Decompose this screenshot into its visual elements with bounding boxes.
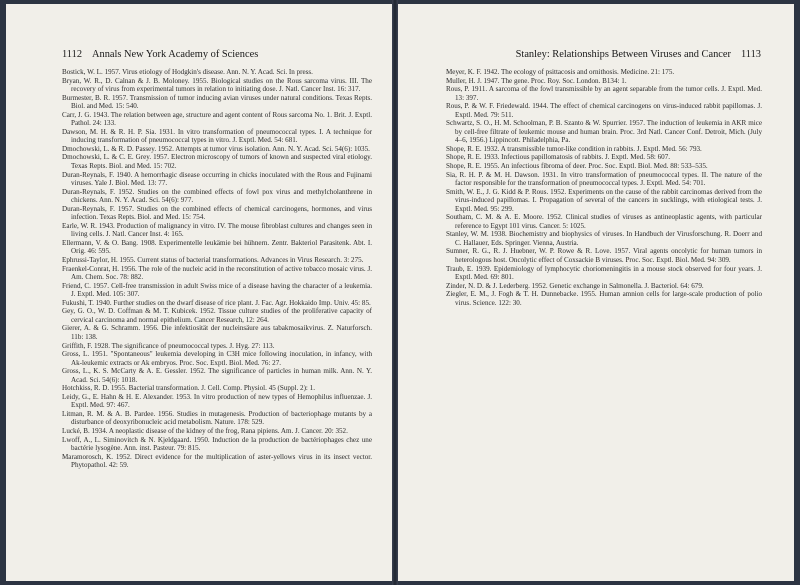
reference-entry: Smith, W. E., J. G. Kidd & P. Rous. 1952. Experiments on the cause of the rabbit carcinomas derived from the virus-induced papillomas. I. Propagation of several of the cancers in sucklings, with etiological tests. J. Exptl. Med. 95: 299. bbox=[446, 187, 762, 213]
right-page bbox=[398, 4, 794, 581]
left-page-number: 1112 bbox=[62, 49, 83, 60]
reference-entry: Fukushi, T. 1940. Further studies on the dwarf disease of rice plant. J. Fac. Agr. Hokkaido Imp. Univ. 45: 85. bbox=[62, 298, 371, 307]
reference-entry: Duran-Reynals, F. 1940. A hemorrhagic disease occurring in chicks inoculated with the Rous and Fujinami viruses. Yale J. Biol. Med. 13: 77. bbox=[62, 170, 372, 188]
reference-entry: Gierer, A. & G. Schramm. 1956. Die infektiosität der nucleinsäure aus tabakmosaikvirus. Z. Naturforsch. 11b: 138. bbox=[62, 324, 372, 341]
reference-entry: Carr, J. G. 1943. The relation between age, structure and agent content of Rous sarcoma No. 1. Brit. J. Exptl. Pathol. 24: 133. bbox=[62, 110, 372, 128]
reference-entry: Muller, H. J. 1947. The gene. Proc. Roy. Soc. London. B134: 1. bbox=[446, 76, 627, 85]
reference-entry: Litman, R. M. & A. B. Pardee. 1956. Studies in mutagenesis. Production of bacteriophage mutants by a disturbance of deoxyribonucleic acid metabolism. Nature. 178: 529. bbox=[62, 409, 372, 427]
reference-entry: Meyer, K. F. 1942. The ecology of psittacosis and ornithosis. Medicine. 21: 175. bbox=[446, 68, 675, 76]
reference-entry: Earle, W. R. 1943. Production of malignancy in vitro. IV. The mouse fibroblast cultures and changes seen in living cells. J. Natl. Cancer Inst. 4: 165. bbox=[62, 221, 372, 239]
reference-entry: Ziegler, E. M., J. Fogh & T. H. Dunnebacke. 1955. Human amnion cells for large-scale production of polio virus. Science. 122: 30. bbox=[446, 290, 762, 307]
reference-entry: Dmochowski, L. & C. E. Grey. 1957. Electron microscopy of tumors of known and suspected viral etiology. Texas Repts. Biol. and Med. 15: 702. bbox=[62, 153, 372, 171]
reference-entry: Sumner, R. G., R. J. Huebner, W. P. Rowe & R. Love. 1957. Viral agents oncolytic for human tumors in heterologous host. Oncolytic effect of Coxsackie B viruses. Proc. Soc. Exptl. Biol. Med. 94: 309. bbox=[446, 247, 762, 265]
reference-entry: Shope, R. E. 1933. Infectious papillomatosis of rabbits. J. Exptl. Med. 58: 607. bbox=[446, 153, 671, 162]
reference-entry: Leidy, G., E. Hahn & H. E. Alexander. 1953. In vitro production of new types of Hemophilus influenzae. J. Exptl. Med. 97: 467. bbox=[62, 392, 372, 410]
reference-entry: Gross, L. 1951. "Spontaneous" leukemia developing in C3H mice following inoculation, in infancy, with Ak-leukemic extracts or Ak embryos. Proc. Soc. Exptl. Biol. Med. 76: 27. bbox=[62, 350, 372, 367]
reference-entry: Duran-Reynals, F. 1952. Studies on the combined effects of fowl pox virus and methylcholanthrene in chickens. Ann. N. Y. Acad. Sci. 54(6): 977. bbox=[62, 187, 372, 205]
reference-entry: Burmester, B. R. 1957. Transmission of tumor inducing avian viruses under natural conditions. Texas Repts. Biol. and Med. 15: 540. bbox=[62, 93, 372, 111]
reference-entry: Ellermann, V. & O. Bang. 1908. Experimentelle leukämie bei hühnern. Zentr. Bakteriol Parasitenk. Abt. I. Orig. 46: 595. bbox=[62, 238, 372, 256]
reference-entry: Zinder, N. D. & J. Lederberg. 1952. Genetic exchange in Salmonella. J. Bacteriol. 64: 679. bbox=[446, 281, 704, 290]
right-page-number: 1113 bbox=[740, 49, 761, 60]
reference-entry: Maramorosch, K. 1952. Direct evidence for the multiplication of aster-yellows virus in its insect vector. Phytopathol. 42: 59. bbox=[62, 452, 372, 470]
reference-entry: Stanley, W. M. 1938. Biochemistry and biophysics of viruses. In Handbuch der Virusforschung. R. Doerr and C. Hallauer, Eds. Springer. Vienna, Austria. bbox=[446, 230, 762, 247]
left-running-header bbox=[62, 49, 258, 60]
left-reference-list bbox=[62, 68, 372, 470]
reference-entry: Friend, C. 1957. Cell-free transmission in adult Swiss mice of a disease having the character of a leukemia. J. Exptl. Med. 105: 307. bbox=[62, 281, 372, 299]
reference-entry: Hotchkiss, R. D. 1955. Bacterial transformation. J. Cell. Comp. Physiol. 45 (Suppl. 2): 1. bbox=[62, 384, 315, 393]
right-running-header bbox=[516, 49, 761, 60]
reference-entry: Dawson, M. H. & R. H. P. Sia. 1931. In vitro transformation of pneumococcal types. I. A technique for inducing transformation of pneumococcal types in vitro. J. Exptl. Med. 54: 681. bbox=[62, 127, 372, 145]
reference-entry: Duran-Reynals, F. 1957. Studies on the combined effects of chemical carcinogens, hormones, and virus infection. Texas Repts. Biol. and Med. 15: 754. bbox=[62, 204, 372, 222]
reference-entry: Shope, R. E. 1955. An infectious fibroma of deer. Proc. Soc. Exptl. Biol. Med. 88: 533–535. bbox=[446, 162, 708, 171]
reference-entry: Lwoff, A., L. Siminovitch & N. Kjeldgaard. 1950. Induction de la production de bactériophages chez une bactérie lysogène. Ann. inst. Pasteur. 79: 815. bbox=[62, 435, 372, 453]
reference-entry: Lucké, B. 1934. A neoplastic disease of the kidney of the frog, Rana pipiens. Am. J. Cancer. 20: 352. bbox=[62, 426, 348, 435]
reference-entry: Traub, E. 1939. Epidemiology of lymphocytic choriomeningitis in a mouse stock observed for four years. J. Exptl. Med. 69: 801. bbox=[446, 264, 762, 282]
right-running-head: Stanley: Relationships Between Viruses and Cancer bbox=[515, 49, 731, 60]
reference-entry: Rous, P. 1911. A sarcoma of the fowl transmissible by an agent separable from the tumor cells. J. Exptl. Med. 13: 397. bbox=[446, 85, 762, 102]
right-reference-list bbox=[446, 68, 762, 307]
left-running-head: Annals New York Academy of Sciences bbox=[92, 49, 259, 60]
reference-entry: Rous, P. & W. F. Friedewald. 1944. The effect of chemical carcinogens on virus-induced rabbit papillomas. J. Exptl. Med. 79: 511. bbox=[446, 102, 762, 119]
reference-entry: Sia, R. H. P. & M. H. Dawson. 1931. In vitro transformation of pneumococcal types. II. The nature of the factor responsible for the transformation of pneumococcal types. J. Exptl. Med. 54: 701. bbox=[446, 170, 762, 188]
reference-entry: Gross, L., K. S. McCarty & A. E. Gessler. 1952. The significance of particles in human milk. Ann. N. Y. Acad. Sci. 54(6): 1018. bbox=[62, 367, 372, 384]
reference-entry: Gey, G. O., W. D. Coffman & M. T. Kubicek. 1952. Tissue culture studies of the proliferative capacity of cervical carcinoma and normal epithelium. Cancer Research, 12: 264. bbox=[62, 307, 372, 324]
reference-entry: Shope, R. E. 1932. A transmissible tumor-like condition in rabbits. J. Exptl. Med. 56: 793. bbox=[446, 144, 702, 153]
reference-entry: Schwartz, S. O., H. M. Schoolman, P. B. Szanto & W. Spurrier. 1957. The induction of leukemia in AKR mice by cell-free filtrate of leukemic mouse and human brain. Proc. 3rd Natl. Cancer Conf. Detroit, Mich. (July 4–6, 1956.) Lippincott. Philadelphia, Pa. bbox=[446, 119, 762, 145]
reference-entry: Ephrussi-Taylor, H. 1955. Current status of bacterial transformations. Advances in Virus Research. 3: 275. bbox=[62, 256, 364, 265]
left-page bbox=[6, 4, 392, 581]
reference-entry: Southam, C. M. & A. E. Moore. 1952. Clinical studies of viruses as antineoplastic agents, with particular reference to Egypt 101 virus. Cancer. 5: 1025. bbox=[446, 213, 762, 230]
reference-entry: Griffith, F. 1928. The significance of pneumococcal types. J. Hyg. 27: 113. bbox=[62, 341, 275, 350]
reference-entry: Fraenkel-Conrat, H. 1956. The role of the nucleic acid in the reconstitution of active tobacco mosaic virus. J. Am. Chem. Soc. 78: 882. bbox=[62, 264, 372, 282]
reference-entry: Dmochowski, L. & R. D. Passey. 1952. Attempts at tumor virus isolation. Ann. N. Y. Acad. Sci. 54(6): 1035. bbox=[62, 144, 370, 153]
reference-entry: Bryan, W. R., D. Calnan & J. B. Moloney. 1955. Biological studies on the Rous sarcoma virus. III. The recovery of virus from experimental tumors in relation to initiating dose. J. Natl. Cancer Inst. 16: 317. bbox=[62, 76, 372, 94]
reference-entry: Bostick, W. L. 1957. Virus etiology of Hodgkin's disease. Ann. N. Y. Acad. Sci. In press. bbox=[62, 68, 313, 76]
